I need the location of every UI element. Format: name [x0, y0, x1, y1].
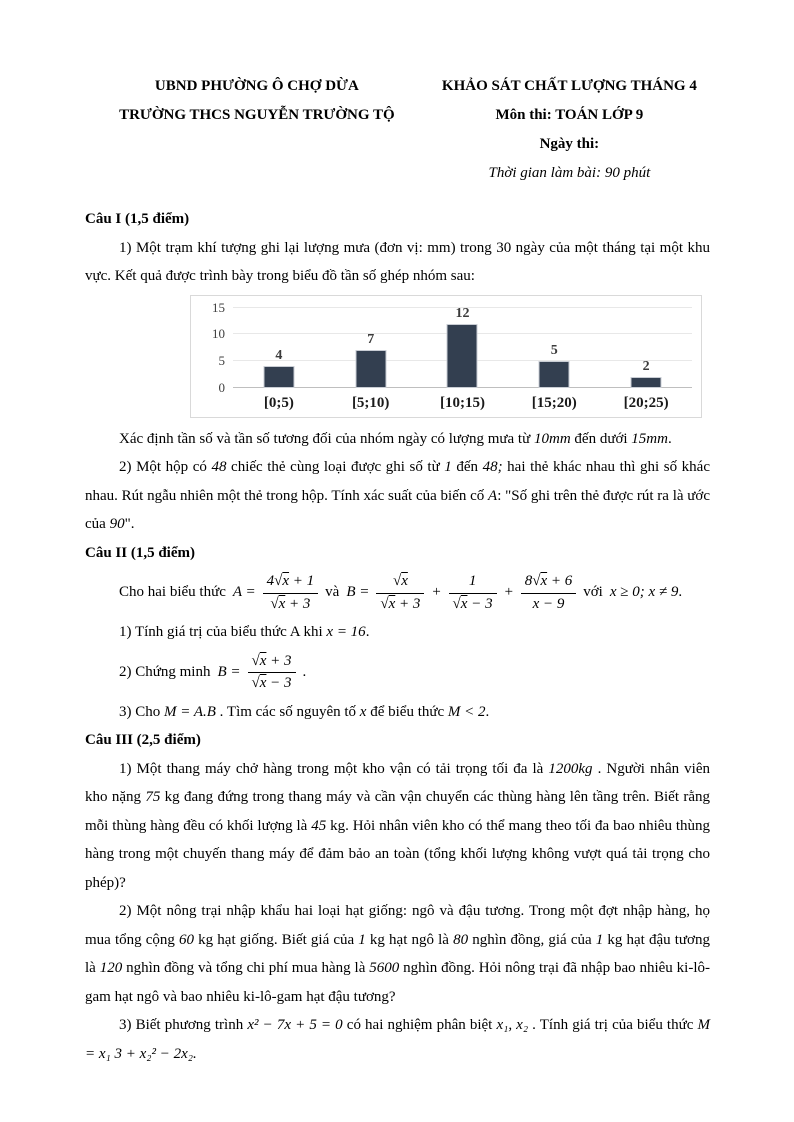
sqrt-radicand: x: [388, 595, 396, 612]
chart-bar: [631, 377, 662, 388]
chart-column: [508, 308, 600, 388]
cau1-question2: [85, 453, 710, 539]
cau3-question3: [85, 1011, 710, 1068]
fraction-numerator: √x + 3: [251, 652, 292, 669]
text-run: ".: [124, 516, 135, 532]
text-run: để biểu thức: [366, 703, 448, 720]
cau2-item2: [85, 652, 710, 694]
formula-B-lhs: B =: [346, 584, 370, 601]
text-run: với: [583, 584, 603, 601]
fraction-numerator: 4√x + 1: [266, 573, 315, 589]
math-inline: 5600: [369, 960, 400, 976]
text-run: nghìn đồng, giá của: [468, 931, 596, 948]
plus-sign: +: [431, 584, 442, 601]
text-run: Cho hai biểu thức: [119, 584, 226, 601]
text-run: đến dưới: [570, 430, 632, 447]
sqrt-radicand: x: [460, 595, 468, 612]
fraction-numerator: 8√x + 6: [524, 573, 573, 589]
chart-bar: [539, 361, 570, 388]
cau2-heading: Câu II (1,5 điểm): [85, 544, 196, 561]
math-inline: M < 2: [447, 703, 486, 720]
math-inline: 120: [99, 960, 123, 976]
chart-bar-value: 7: [367, 332, 375, 348]
sqrt-radicand: x: [282, 573, 290, 589]
chart-bar-value: 4: [275, 348, 283, 364]
chart-bar: [447, 324, 478, 388]
fraction-denominator: x − 9: [521, 593, 577, 615]
text-run: 2) Một nông trại nhập khẩu hai loại hạt giống: ngô và đậu tương. Trong một đợt nhập hàng, họ mua tổng cộng: [85, 903, 710, 948]
math-inline: 80: [453, 931, 469, 948]
math-inline: 1: [358, 931, 366, 948]
formula-B-lhs: B =: [217, 663, 241, 680]
text-run: kg hạt giống. Biết giá của: [194, 931, 359, 948]
chart-y-tick-label: 0: [218, 379, 225, 395]
fraction-A: [263, 572, 319, 614]
text-run: .: [365, 624, 370, 640]
math-inline: 1: [444, 459, 452, 475]
cau1-question1-task: [85, 425, 710, 454]
text-run: .: [485, 703, 490, 720]
math-inline: M = A.B: [164, 703, 216, 720]
math-inline: 1200kg: [548, 760, 593, 777]
cau3-heading: Câu III (2,5 điểm): [85, 732, 201, 748]
exam-title: KHẢO SÁT CHẤT LƯỢNG THÁNG 4: [441, 78, 697, 94]
cau1-heading: Câu I (1,5 điểm): [85, 211, 190, 227]
cau2-item1: [85, 618, 710, 647]
fraction-B-simplified: [248, 652, 296, 694]
math-inline: A: [488, 487, 498, 504]
plus-sign: +: [503, 584, 514, 601]
chart-column: [417, 305, 509, 388]
text-run: kg. Hỏi nhân viên kho có thể mang theo tối đa bao nhiêu thùng hàng trong một chuyến thang máy để đảm bảo an toàn (tổng khối lượng không vượt quá tải trọng cho phép)?: [85, 817, 710, 891]
chart-x-label: [10;15): [439, 394, 485, 411]
exam-subject: Môn thi: TOÁN LỚP 9: [495, 107, 644, 123]
text-run: .: [302, 663, 307, 680]
text-run: kg hạt đậu tương là: [85, 931, 710, 976]
math-inline: 45: [311, 817, 327, 834]
fraction-B2: [449, 572, 497, 614]
text-run: 3) Cho: [119, 703, 164, 720]
text-run: . Tính giá trị của biểu thức: [528, 1017, 698, 1033]
fraction-denominator: √x + 3: [263, 593, 319, 615]
text-run: kg hạt ngô là: [365, 931, 454, 948]
text-run: đến: [451, 459, 483, 475]
chart-x-label: [20;25): [623, 394, 669, 411]
text-run: nghìn đồng và tổng chi phí mua hàng là: [122, 960, 370, 976]
text-run: .: [667, 430, 672, 447]
formula-A-lhs: A =: [232, 584, 256, 601]
chart-column: [233, 308, 325, 388]
math-inline: M = x₁ 3 + x₂² − 2x₂.: [85, 1017, 710, 1062]
sqrt-radicand: x: [401, 573, 408, 589]
chart-area: [195, 299, 698, 415]
chart-y-tick-label: 5: [218, 352, 225, 368]
math-inline: 1: [595, 931, 604, 948]
sqrt-radicand: x: [540, 573, 548, 589]
domain-condition: [610, 583, 682, 603]
math-inline: x ≥ 0; x ≠ 9: [609, 584, 679, 601]
text-run: có hai nghiệm phân biệt: [342, 1017, 497, 1033]
chart-y-tick-label: 15: [212, 299, 225, 315]
fraction-B3: [521, 572, 577, 614]
text-run: .: [678, 584, 683, 601]
text-run: 2) Một hộp có: [119, 459, 212, 475]
org-name-line2: TRƯỜNG THCS NGUYỄN TRƯỜNG TỘ: [119, 107, 395, 123]
chart-x-label: [0;5): [263, 394, 294, 411]
sqrt-radicand: x: [278, 595, 286, 612]
cau2-expressions: [85, 572, 710, 614]
org-name-line1: UBND PHƯỜNG Ô CHỢ DỪA: [154, 78, 359, 94]
chart-x-axis: [233, 391, 692, 415]
fraction-denominator: √x + 3: [376, 593, 424, 615]
exam-header: [85, 72, 710, 188]
chart-bar: [355, 350, 386, 387]
section-cau3: [85, 726, 710, 1068]
math-inline: 10mm: [533, 430, 571, 447]
math-inline: x₁, x₂: [496, 1017, 529, 1033]
chart-column: [325, 308, 417, 388]
text-run: hai thẻ khác nhau thì ghi số khác nhau. Rút ngẫu nhiên một thẻ trong hộp. Tính xác suất của biến cố: [85, 459, 710, 504]
text-run: Xác định tần số và tần số tương đối của nhóm ngày có lượng mưa từ: [119, 430, 534, 447]
text-run: và: [325, 584, 340, 601]
text-run: nghìn đồng. Hỏi nông trại đã nhập bao nhiêu ki-lô-gam hạt ngô và bao nhiêu ki-lô-gam hạt đậu tương?: [85, 960, 710, 1005]
cau2-item3: [85, 698, 710, 727]
text-run: 3) Biết phương trình: [119, 1017, 248, 1033]
math-inline: 15mm: [631, 430, 668, 447]
header-organization: [85, 72, 429, 188]
text-run: kg đang đứng trong thang máy và cần vận chuyển các thùng hàng lên tầng trên. Biết rằng mỗi thùng hàng đều có khối lượng là: [85, 789, 710, 834]
math-inline: x: [359, 703, 367, 720]
fraction-numerator: √x: [392, 573, 408, 589]
section-cau2: [85, 539, 710, 727]
chart-bar-value: 5: [550, 342, 558, 358]
math-inline: 90: [109, 516, 125, 532]
exam-duration: Thời gian làm bài: 90 phút: [488, 165, 651, 181]
math-inline: x² − 7x + 5 = 0: [247, 1017, 343, 1033]
chart-plot: [233, 305, 692, 388]
chart-x-label: [15;20): [531, 394, 577, 411]
text-run: : "Số ghi trên thẻ được rút ra là ước của: [85, 487, 710, 532]
fraction-denominator: √x − 3: [449, 593, 497, 615]
math-inline: x = 16: [326, 624, 366, 640]
text-run: . Tìm các số nguyên tố: [215, 703, 360, 720]
text-run: . Người nhân viên kho nặng: [85, 760, 710, 805]
sqrt-radicand: x: [259, 652, 267, 669]
fraction-denominator: √x − 3: [248, 672, 296, 694]
chart-bar: [263, 366, 294, 387]
chart-x-label: [5;10): [351, 394, 390, 411]
math-inline: 60: [179, 931, 195, 948]
text-run: 1) Tính giá trị của biểu thức A khi: [119, 624, 327, 640]
section-cau1: [85, 205, 710, 539]
math-inline: 75: [145, 789, 161, 805]
header-exam-info: [429, 72, 710, 188]
chart-bar-value: 2: [642, 358, 650, 374]
rainfall-frequency-chart: [190, 295, 702, 418]
cau1-question1: 1) Một trạm khí tượng ghi lại lượng mưa (đơn vị: mm) trong 30 ngày của một tháng tại một khu vực. Kết quả được trình bày trong biểu đồ tần số ghép nhóm sau:: [85, 239, 710, 284]
chart-y-tick-label: 10: [212, 326, 225, 342]
chart-bar-value: 12: [455, 305, 470, 321]
text-run: 2) Chứng minh: [119, 663, 211, 680]
chart-column: [600, 308, 692, 388]
fraction-numerator: 1: [468, 573, 477, 589]
text-run: 1) Một thang máy chở hàng trong một kho vận có tải trọng tối đa là: [119, 760, 549, 777]
fraction-B1: [376, 572, 424, 614]
cau3-question1: [85, 755, 710, 898]
math-inline: 48: [211, 459, 227, 475]
sqrt-radicand: x: [259, 675, 267, 691]
cau3-question2: [85, 897, 710, 1011]
exam-date-label: Ngày thi:: [539, 136, 600, 152]
text-run: chiếc thẻ cùng loại được ghi số từ: [226, 459, 445, 475]
math-inline: 48;: [482, 459, 503, 475]
